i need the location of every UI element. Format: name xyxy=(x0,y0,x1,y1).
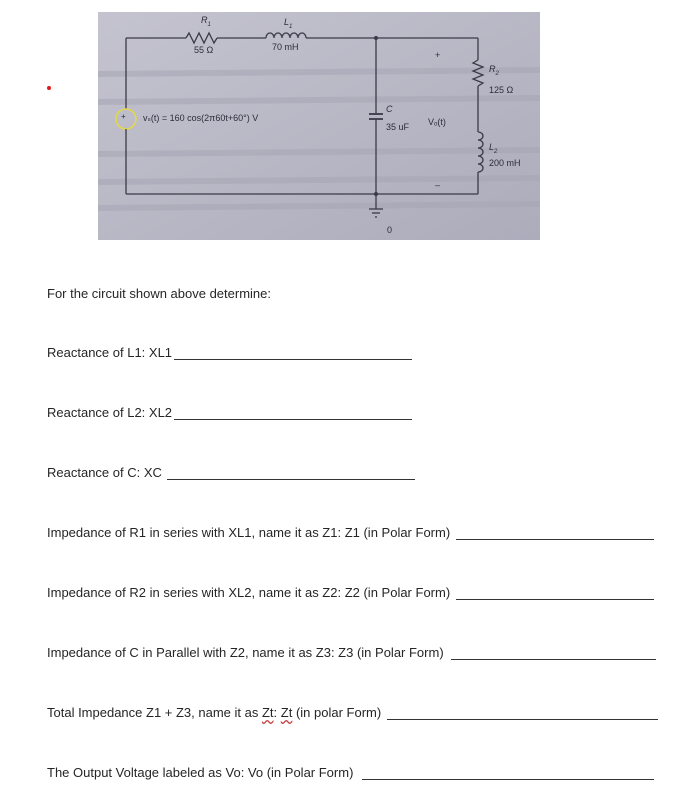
r1-label: $R_1$ xyxy=(201,15,211,28)
r2-value: 125 Ω xyxy=(489,85,514,95)
l1-label: $L_1$ xyxy=(284,17,293,30)
l2-label: $L_2$ xyxy=(489,142,498,155)
intro-text: For the circuit shown above determine: xyxy=(47,286,271,301)
vo-label: Vₒ(t) xyxy=(428,117,446,127)
question-zt: Total Impedance Z1 + Z3, name it as Zt: Zt (in polar Form) xyxy=(47,705,382,720)
ground-label: 0 xyxy=(387,225,393,235)
answer-blank-z3[interactable] xyxy=(451,659,656,660)
answer-blank-z1[interactable] xyxy=(456,539,654,540)
vo-minus: – xyxy=(435,180,441,190)
answer-blank-xl1[interactable] xyxy=(174,359,412,360)
answer-blank-xc[interactable] xyxy=(167,479,415,480)
list-bullet xyxy=(47,86,51,90)
question-z3: Impedance of C in Parallel with Z2, name it as Z3: Z3 (in Polar Form) xyxy=(47,645,444,660)
r1-value: 55 Ω xyxy=(194,45,214,55)
answer-blank-zt[interactable] xyxy=(387,719,658,720)
circuit-diagram xyxy=(98,12,540,240)
question-vo: The Output Voltage labeled as Vo: Vo (in Polar Form) xyxy=(47,765,354,780)
question-xl2: Reactance of L2: XL2 xyxy=(47,405,173,420)
question-z2: Impedance of R2 in series with XL2, name it as Z2: Z2 (in Polar Form) xyxy=(47,585,451,600)
vo-plus: + xyxy=(435,50,441,60)
answer-blank-vo[interactable] xyxy=(362,779,654,780)
source-expression: vₛ(t) = 160 cos(2π60t+60°) V xyxy=(143,113,259,123)
source-plus: + xyxy=(121,112,126,121)
c-value: 35 uF xyxy=(386,122,410,132)
question-z1: Impedance of R1 in series with XL1, name it as Z1: Z1 (in Polar Form) xyxy=(47,525,451,540)
question-xl1: Reactance of L1: XL1 xyxy=(47,345,173,360)
node-bottom xyxy=(374,192,378,196)
answer-blank-z2[interactable] xyxy=(456,599,654,600)
question-xc: Reactance of C: XC xyxy=(47,465,162,480)
node-top xyxy=(374,36,378,40)
circuit-photo xyxy=(98,12,540,240)
answer-blank-xl2[interactable] xyxy=(174,419,412,420)
l1-value: 70 mH xyxy=(272,42,299,52)
l2-value: 200 mH xyxy=(489,158,521,168)
c-label: C xyxy=(386,104,393,114)
r2-label: $R_2$ xyxy=(489,64,499,77)
